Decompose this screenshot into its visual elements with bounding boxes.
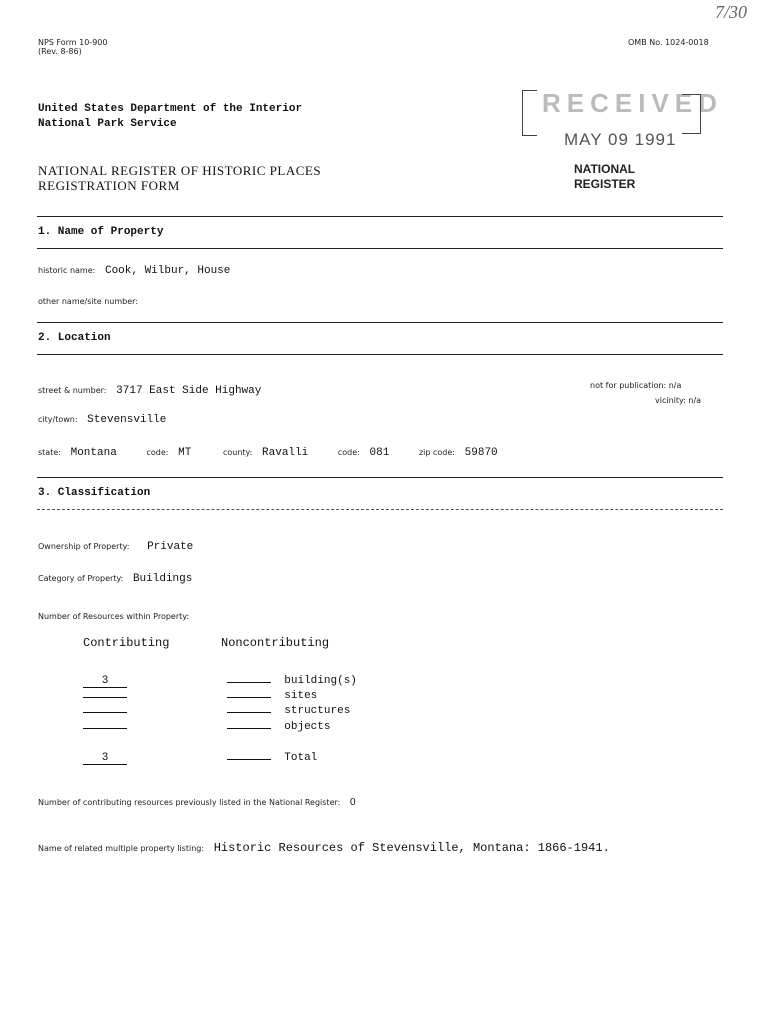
vicinity: vicinity: n/a: [655, 396, 702, 405]
zip-label: zip code:: [418, 448, 455, 457]
resource-label-buildings: building(s): [284, 675, 357, 687]
agency-block: [38, 102, 302, 132]
multiple-listing-label: Name of related multiple property listing:: [38, 844, 205, 853]
ownership-row: [38, 534, 193, 553]
resource-label-structures: structures: [284, 705, 351, 717]
county-value: Ravalli: [262, 447, 309, 459]
street-value: 3717 East Side Highway: [116, 385, 262, 397]
ownership-value: Private: [147, 541, 194, 553]
previously-listed-label: Number of contributing resources previously listed in the National Register:: [38, 798, 341, 807]
form-title: [38, 163, 321, 193]
resources-label: Number of Resources within Property:: [38, 612, 190, 621]
stamp-national: NATIONAL: [574, 162, 636, 176]
other-name-row: [38, 289, 138, 308]
other-name-label: other name/site number:: [38, 297, 139, 306]
previously-listed-row: [38, 790, 356, 809]
multiple-listing-value: Historic Resources of Stevensville, Montana: 1866-1941.: [213, 841, 610, 855]
agency-line1: United States Department of the Interior: [38, 103, 303, 115]
resource-label-total: Total: [284, 752, 318, 764]
state-label: state:: [38, 448, 61, 457]
omb-number: OMB No. 1024-0018: [628, 38, 709, 47]
stamp-date: MAY 09 1991: [564, 130, 677, 149]
state-value: Montana: [70, 447, 117, 459]
category-value: Buildings: [132, 573, 193, 585]
state-code-value: MT: [178, 447, 192, 459]
col-contributing-header: Contributing: [83, 636, 170, 650]
col-noncontributing-header: Noncontributing: [221, 636, 330, 650]
contributing-buildings: 3: [83, 675, 127, 688]
historic-name-row: [38, 258, 230, 277]
rule-sec1-bottom: [37, 248, 723, 249]
contributing-total: 3: [83, 752, 127, 765]
city-value: Stevensville: [87, 414, 167, 426]
noncontributing-objects: [227, 728, 271, 729]
resource-label-sites: sites: [284, 690, 318, 702]
received-stamp: [520, 86, 723, 196]
stamp-left-bracket: [522, 90, 537, 136]
historic-name-value: Cook, Wilbur, House: [104, 265, 231, 277]
street-label: street & number:: [38, 386, 107, 395]
not-for-publication: not for publication: n/a: [590, 381, 682, 390]
section1-heading: 1. Name of Property: [38, 226, 164, 238]
rule-sec2-bottom: [37, 354, 723, 355]
rule-sec3-top: [37, 477, 723, 478]
form-number-line1: NPS Form 10-900: [38, 38, 108, 47]
stamp-right-bracket: [682, 94, 701, 134]
contributing-objects: [83, 728, 127, 729]
state-code-label: code:: [146, 448, 169, 457]
noncontributing-structures: [227, 712, 271, 713]
multiple-listing-row: [38, 836, 610, 855]
section2-heading: 2. Location: [38, 332, 111, 344]
previously-listed-value: 0: [349, 797, 356, 808]
rule-sec2-top: [37, 322, 723, 323]
resource-row-total: [83, 745, 383, 765]
form-title-line1: NATIONAL REGISTER OF HISTORIC PLACES: [38, 163, 322, 178]
county-code-value: 081: [369, 447, 390, 459]
rule-sec1-top: [37, 216, 723, 217]
stamp-received-text: RECEIVED: [542, 88, 723, 118]
category-label: Category of Property:: [38, 574, 124, 583]
city-label: city/town:: [38, 415, 78, 424]
city-row: [38, 407, 166, 426]
handwritten-mark: 7/30: [715, 2, 748, 22]
stamp-register: REGISTER: [574, 177, 636, 191]
resource-row-objects: [83, 714, 383, 733]
county-code-label: code:: [337, 448, 360, 457]
state-row: [38, 440, 498, 459]
street-row: [38, 378, 261, 397]
section3-heading: 3. Classification: [38, 487, 151, 499]
historic-name-label: historic name:: [38, 266, 96, 275]
zip-value: 59870: [464, 447, 498, 459]
agency-line2: National Park Service: [38, 118, 177, 130]
category-row: [38, 566, 192, 585]
noncontributing-total: [227, 759, 271, 760]
resource-label-objects: objects: [284, 721, 331, 733]
contributing-structures: [83, 712, 127, 713]
form-number: [38, 38, 107, 56]
ownership-label: Ownership of Property:: [38, 542, 130, 551]
form-title-line2: REGISTRATION FORM: [38, 178, 180, 193]
rule-sec3-bottom: [37, 509, 723, 510]
form-number-line2: (Rev. 8-86): [38, 47, 82, 56]
county-label: county:: [222, 448, 253, 457]
